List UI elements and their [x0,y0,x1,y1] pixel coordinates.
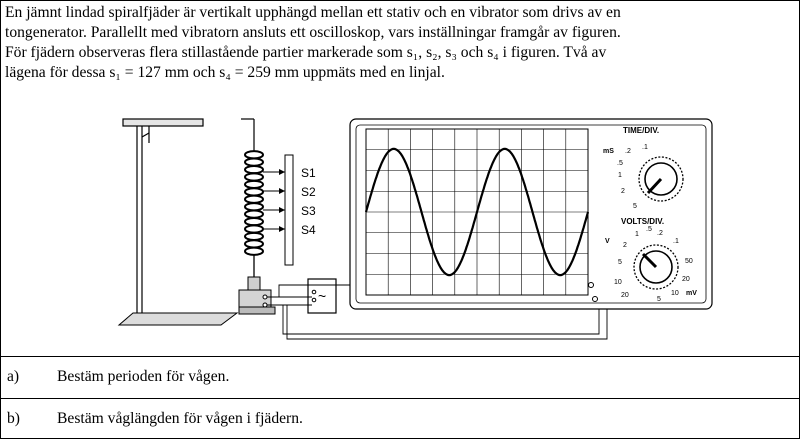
node-marker-s3 [263,207,285,213]
time-tick: .5 [617,160,623,167]
time-div-title: TIME/DIV. [623,126,660,135]
volts-unit: V [605,238,610,245]
volts-tick: .1 [673,238,679,245]
node-marker-s4 [263,226,285,232]
time-tick: .1 [642,144,648,151]
problem-statement [5,3,795,83]
intro-line-2: tongenerator. Parallellt med vibratorn ansluts ett oscilloskop, vars inställningar framgår av figuren. [5,24,621,41]
label-s3: S3 [301,204,316,218]
vibrator [239,277,275,314]
stand [123,119,203,319]
question-b-label: b) [7,410,20,427]
experiment-figure [1,107,800,347]
time-tick: 1 [618,172,622,179]
ac-symbol: ~ [318,288,327,304]
millivolt-unit: mV [686,290,697,297]
stand-base [119,313,237,325]
time-tick: 2 [621,188,625,195]
volts-tick: 50 [685,258,693,265]
volts-tick: 10 [671,290,679,297]
volts-tick: .2 [657,230,663,237]
node-marker-s2 [263,188,285,194]
intro-line-4: lägena för dessa s₁ = 127 mm och s₄ = 259 mm uppmäts med en linjal. [5,64,445,81]
intro-line-1: En jämnt lindad spiralfjäder är vertikalt upphängd mellan ett stativ och en vibrator som drivs av en [5,4,621,21]
volts-tick: 20 [621,292,629,299]
time-tick: .2 [625,148,631,155]
divider [1,398,800,399]
volts-div-title: VOLTS/DIV. [621,217,665,226]
volts-tick: 2 [623,242,627,249]
ruler [263,155,316,265]
volts-tick: 5 [657,296,661,303]
question-a-label: a) [7,368,20,385]
apparatus-drawing [1,107,800,347]
tone-generator [308,279,336,313]
time-unit: mS [603,148,614,155]
input-terminal-2 [593,297,598,302]
question-b-text: Bestäm våglängden för vågen i fjädern. [57,410,303,427]
volts-tick: 20 [682,276,690,283]
spiral-spring [245,151,263,255]
volts-tick: 5 [618,259,622,266]
volts-tick: .5 [646,226,652,233]
label-s1: S1 [301,166,316,180]
label-s2: S2 [301,185,316,199]
volts-tick: 1 [635,231,639,238]
question-b [7,409,303,429]
divider [1,356,800,357]
node-marker-s1 [263,169,285,175]
label-s4: S4 [301,223,316,237]
question-a-text: Bestäm perioden för vågen. [57,368,230,385]
input-terminal-1 [589,283,594,288]
intro-line-3: För fjädern observeras flera stillastående partier markerade som s₁, s₂, s₃ och s₄ i figuren. Två av [5,44,607,61]
time-tick: 5 [633,203,637,210]
question-a [7,367,229,387]
volts-tick: 10 [614,279,622,286]
